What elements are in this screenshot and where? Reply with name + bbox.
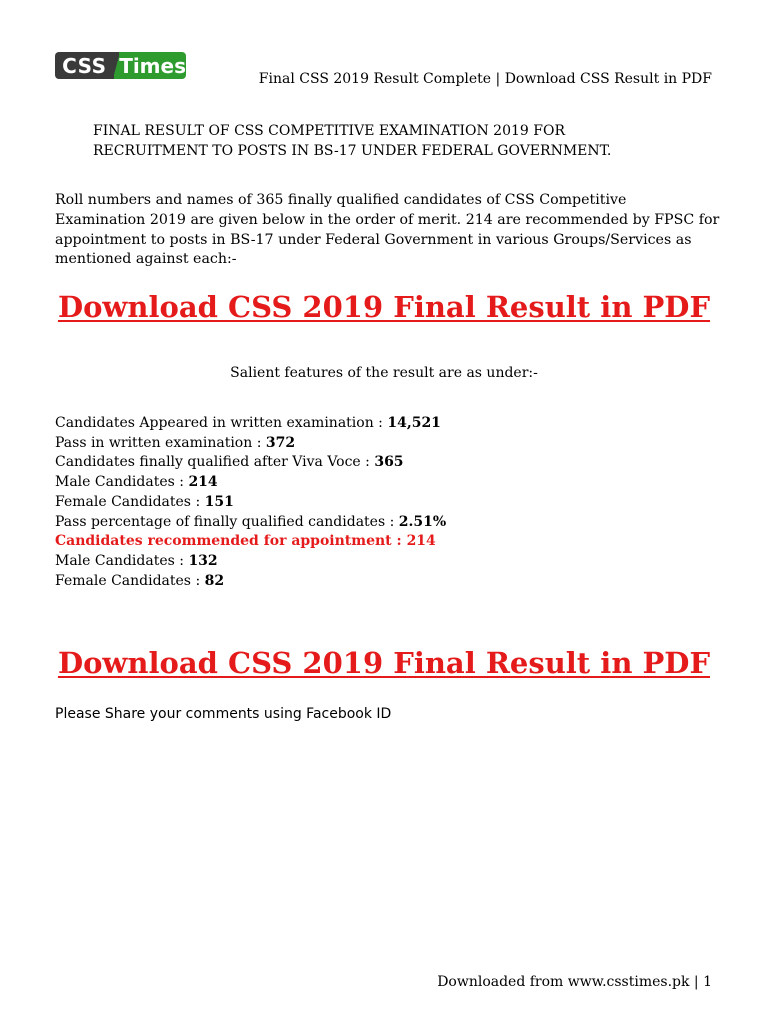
comments-prompt: Please Share your comments using Facebook ID [55, 706, 392, 722]
stat-label: Candidates recommended for appointment : [55, 533, 407, 550]
stat-value: 132 [188, 552, 218, 569]
stat-label: Male Candidates : [55, 474, 189, 491]
stat-label: Pass in written examination : [55, 434, 266, 451]
stat-pass-percentage [55, 513, 446, 533]
salient-features-caption: Salient features of the result are as under:- [230, 365, 538, 381]
stat-value: 365 [374, 454, 404, 471]
logo-times-text: Times [119, 53, 186, 78]
stat-value: 214 [188, 474, 218, 491]
download-pdf-link-bottom[interactable]: Download CSS 2019 Final Result in PDF [57, 646, 711, 680]
stat-value: 372 [265, 434, 296, 451]
page-footer: Downloaded from www.csstimes.pk | 1 [437, 974, 712, 990]
stat-female-recommended [55, 572, 446, 592]
stat-finally-qualified [55, 453, 446, 473]
csstimes-logo [55, 52, 186, 79]
intro-paragraph: Roll numbers and names of 365 finally qualified candidates of CSS Competitive Examination 2019 are given below in the order of merit. 214 are recommended by FPSC for appointment to posts in BS-17 under Federal Government in various Groups/Services as mentioned against each:- [55, 192, 720, 268]
stat-appeared [55, 414, 446, 434]
stat-male-qualified [55, 473, 446, 493]
stat-value: 151 [204, 493, 234, 510]
page-header-title: Final CSS 2019 Result Complete | Download CSS Result in PDF [258, 71, 712, 87]
stat-label: Male Candidates : [55, 552, 189, 569]
stat-recommended [55, 532, 446, 552]
stat-value: 2.51% [398, 513, 447, 530]
stat-value: 14,521 [387, 415, 441, 431]
stat-female-qualified [55, 493, 446, 513]
stat-label: Candidates Appeared in written examination : [55, 415, 388, 431]
stat-label: Female Candidates : [55, 572, 205, 589]
stat-value: 214 [406, 533, 436, 550]
download-pdf-link-top[interactable]: Download CSS 2019 Final Result in PDF [57, 290, 711, 324]
logo-css-text: CSS [55, 52, 114, 79]
stat-pass-written [55, 434, 446, 454]
stat-male-recommended [55, 552, 446, 572]
result-stats-list [55, 414, 446, 591]
stat-value: 82 [204, 572, 225, 589]
result-heading: FINAL RESULT OF CSS COMPETITIVE EXAMINATION 2019 FOR RECRUITMENT TO POSTS IN BS-17 UNDER FEDERAL GOVERNMENT. [93, 123, 612, 159]
stat-label: Female Candidates : [55, 493, 205, 510]
stat-label: Candidates finally qualified after Viva Voce : [55, 454, 375, 471]
stat-label: Pass percentage of finally qualified candidates : [55, 513, 399, 530]
